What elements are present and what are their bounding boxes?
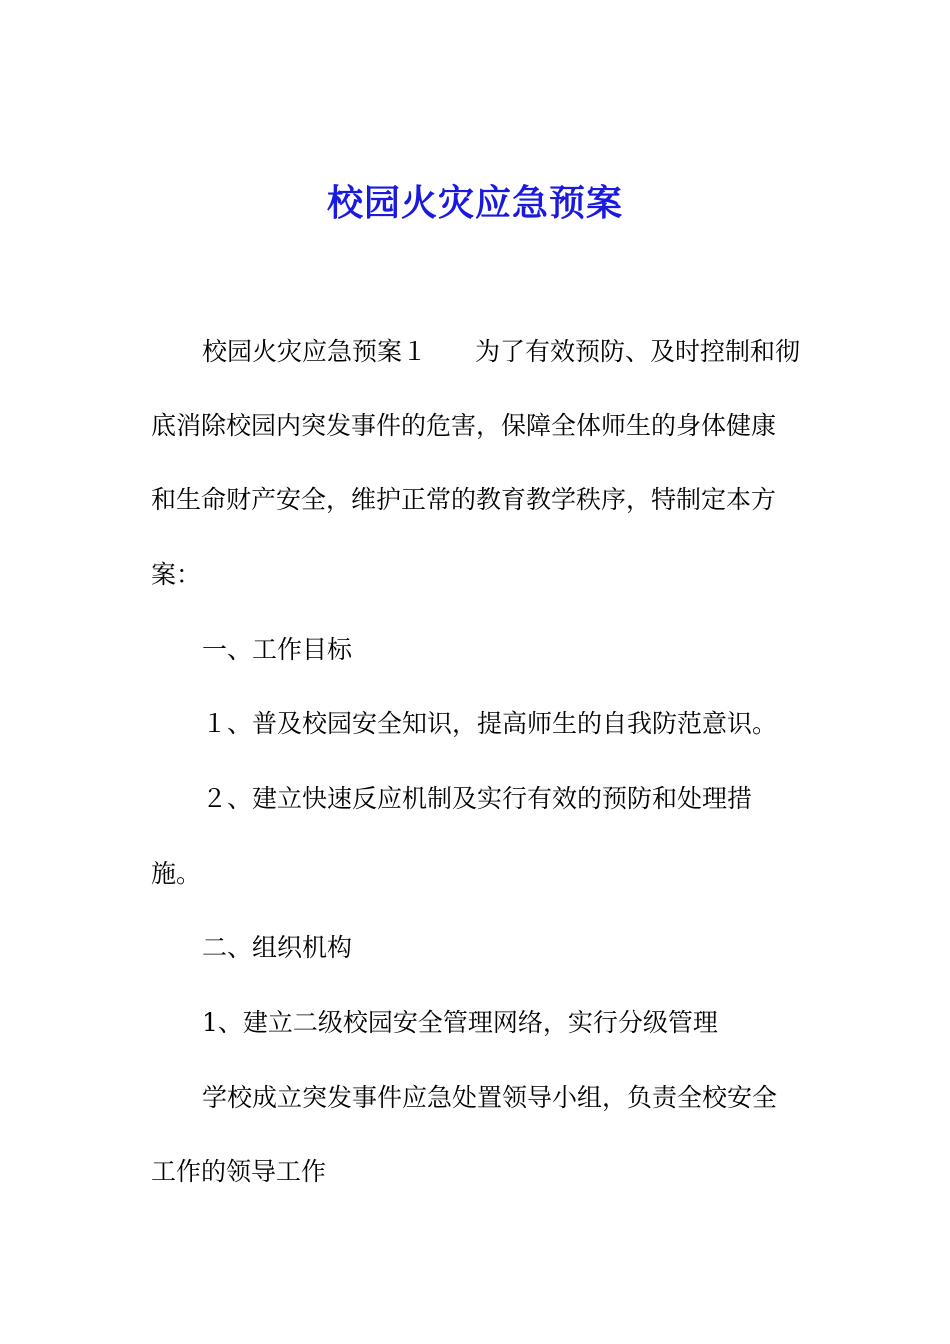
heading-organization: 二、组织机构 — [202, 933, 353, 962]
paragraph-line-12: 工作的领导工作 — [151, 1157, 327, 1186]
list-item-2: ２、建立快速反应机制及实行有效的预防和处理措 — [202, 784, 753, 813]
paragraph-line-2: 底消除校园内突发事件的危害，保障全体师生的身体健康 — [151, 411, 777, 440]
intro-text-start: 为了有效预防、及时控制和彻 — [475, 337, 801, 366]
list-item-1: １、普及校园安全知识，提高师生的自我防范意识。 — [202, 709, 778, 738]
heading-work-goals: 一、工作目标 — [202, 635, 353, 664]
section-label: 校园火灾应急预案１ — [202, 337, 428, 366]
document-title: 校园火灾应急预案 — [326, 182, 623, 224]
paragraph-line-11: 学校成立突发事件应急处置领导小组，负责全校安全 — [202, 1083, 778, 1112]
paragraph-line-1 — [202, 334, 800, 370]
paragraph-line-3: 和生命财产安全，维护正常的教育教学秩序，特制定本方 — [151, 485, 777, 514]
list-item-2-continued: 施。 — [151, 859, 202, 888]
paragraph-line-4: 案： — [151, 560, 202, 589]
org-item-1: 1、建立二级校园安全管理网络，实行分级管理 — [202, 1008, 718, 1037]
